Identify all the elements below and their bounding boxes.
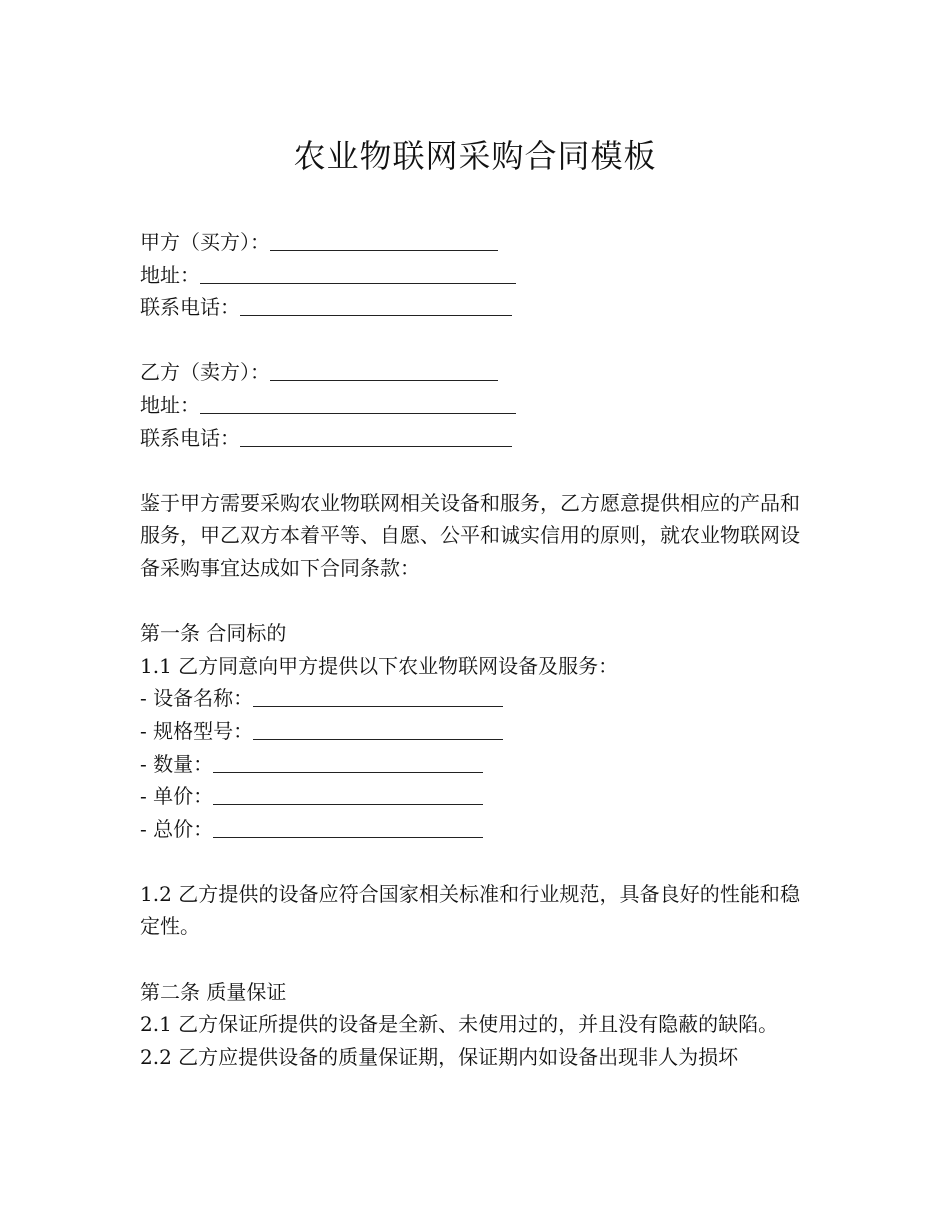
model-blank[interactable] — [253, 719, 503, 740]
item-device-name — [140, 682, 800, 715]
party-a-address-label: 地址： — [140, 262, 200, 287]
party-a-name-blank[interactable] — [270, 230, 498, 251]
preamble-paragraph: 鉴于甲方需要采购农业物联网相关设备和服务，乙方愿意提供相应的产品和服务，甲乙双方本着平等、自愿、公平和诚实信用的原则，就农业物联网设备采购事宜达成如下合同条款： — [140, 490, 800, 580]
clause-2-2: 2.2 乙方应提供设备的质量保证期，保证期内如设备出现非人为损坏 — [140, 1044, 739, 1069]
party-a-address-line — [140, 259, 800, 292]
party-a-address-blank[interactable] — [200, 263, 516, 284]
party-a-phone-line — [140, 291, 800, 324]
item-quantity — [140, 748, 800, 781]
party-b-name-blank[interactable] — [270, 360, 498, 381]
item-label: - 单价： — [140, 784, 214, 809]
party-b-phone-blank[interactable] — [240, 426, 512, 447]
clause-1-2: 1.2 乙方提供的设备应符合国家相关标准和行业规范，具备良好的性能和稳定性。 — [140, 881, 800, 939]
item-total-price — [140, 813, 800, 846]
document-body — [140, 226, 800, 1073]
document-title: 农业物联网采购合同模板 — [293, 137, 657, 175]
party-b-label: 乙方（卖方）： — [140, 360, 270, 385]
article-2-heading: 第二条 质量保证 — [140, 979, 287, 1004]
quantity-blank[interactable] — [213, 752, 483, 773]
party-b-phone-label: 联系电话： — [140, 425, 240, 450]
device-name-blank[interactable] — [253, 686, 503, 707]
party-a-phone-label: 联系电话： — [140, 295, 240, 320]
item-label: - 设备名称： — [140, 686, 254, 711]
party-b-address-label: 地址： — [140, 392, 200, 417]
item-model — [140, 715, 800, 748]
party-a-line — [140, 226, 800, 259]
party-b-phone-line — [140, 422, 800, 455]
party-b-address-blank[interactable] — [200, 393, 516, 414]
clause-2-1: 2.1 乙方保证所提供的设备是全新、未使用过的，并且没有隐蔽的缺陷。 — [140, 1012, 779, 1037]
item-unit-price — [140, 780, 800, 813]
party-a-label: 甲方（买方）： — [140, 230, 270, 254]
item-label: - 数量： — [140, 751, 214, 776]
item-label: - 规格型号： — [140, 718, 254, 743]
party-b-line — [140, 356, 800, 389]
item-label: - 总价： — [140, 816, 214, 841]
unit-price-blank[interactable] — [213, 784, 483, 805]
party-a-phone-blank[interactable] — [240, 295, 512, 316]
total-price-blank[interactable] — [213, 817, 483, 838]
clause-1-1: 1.1 乙方同意向甲方提供以下农业物联网设备及服务： — [140, 653, 619, 678]
article-1-heading: 第一条 合同标的 — [140, 621, 287, 646]
party-b-address-line — [140, 389, 800, 422]
